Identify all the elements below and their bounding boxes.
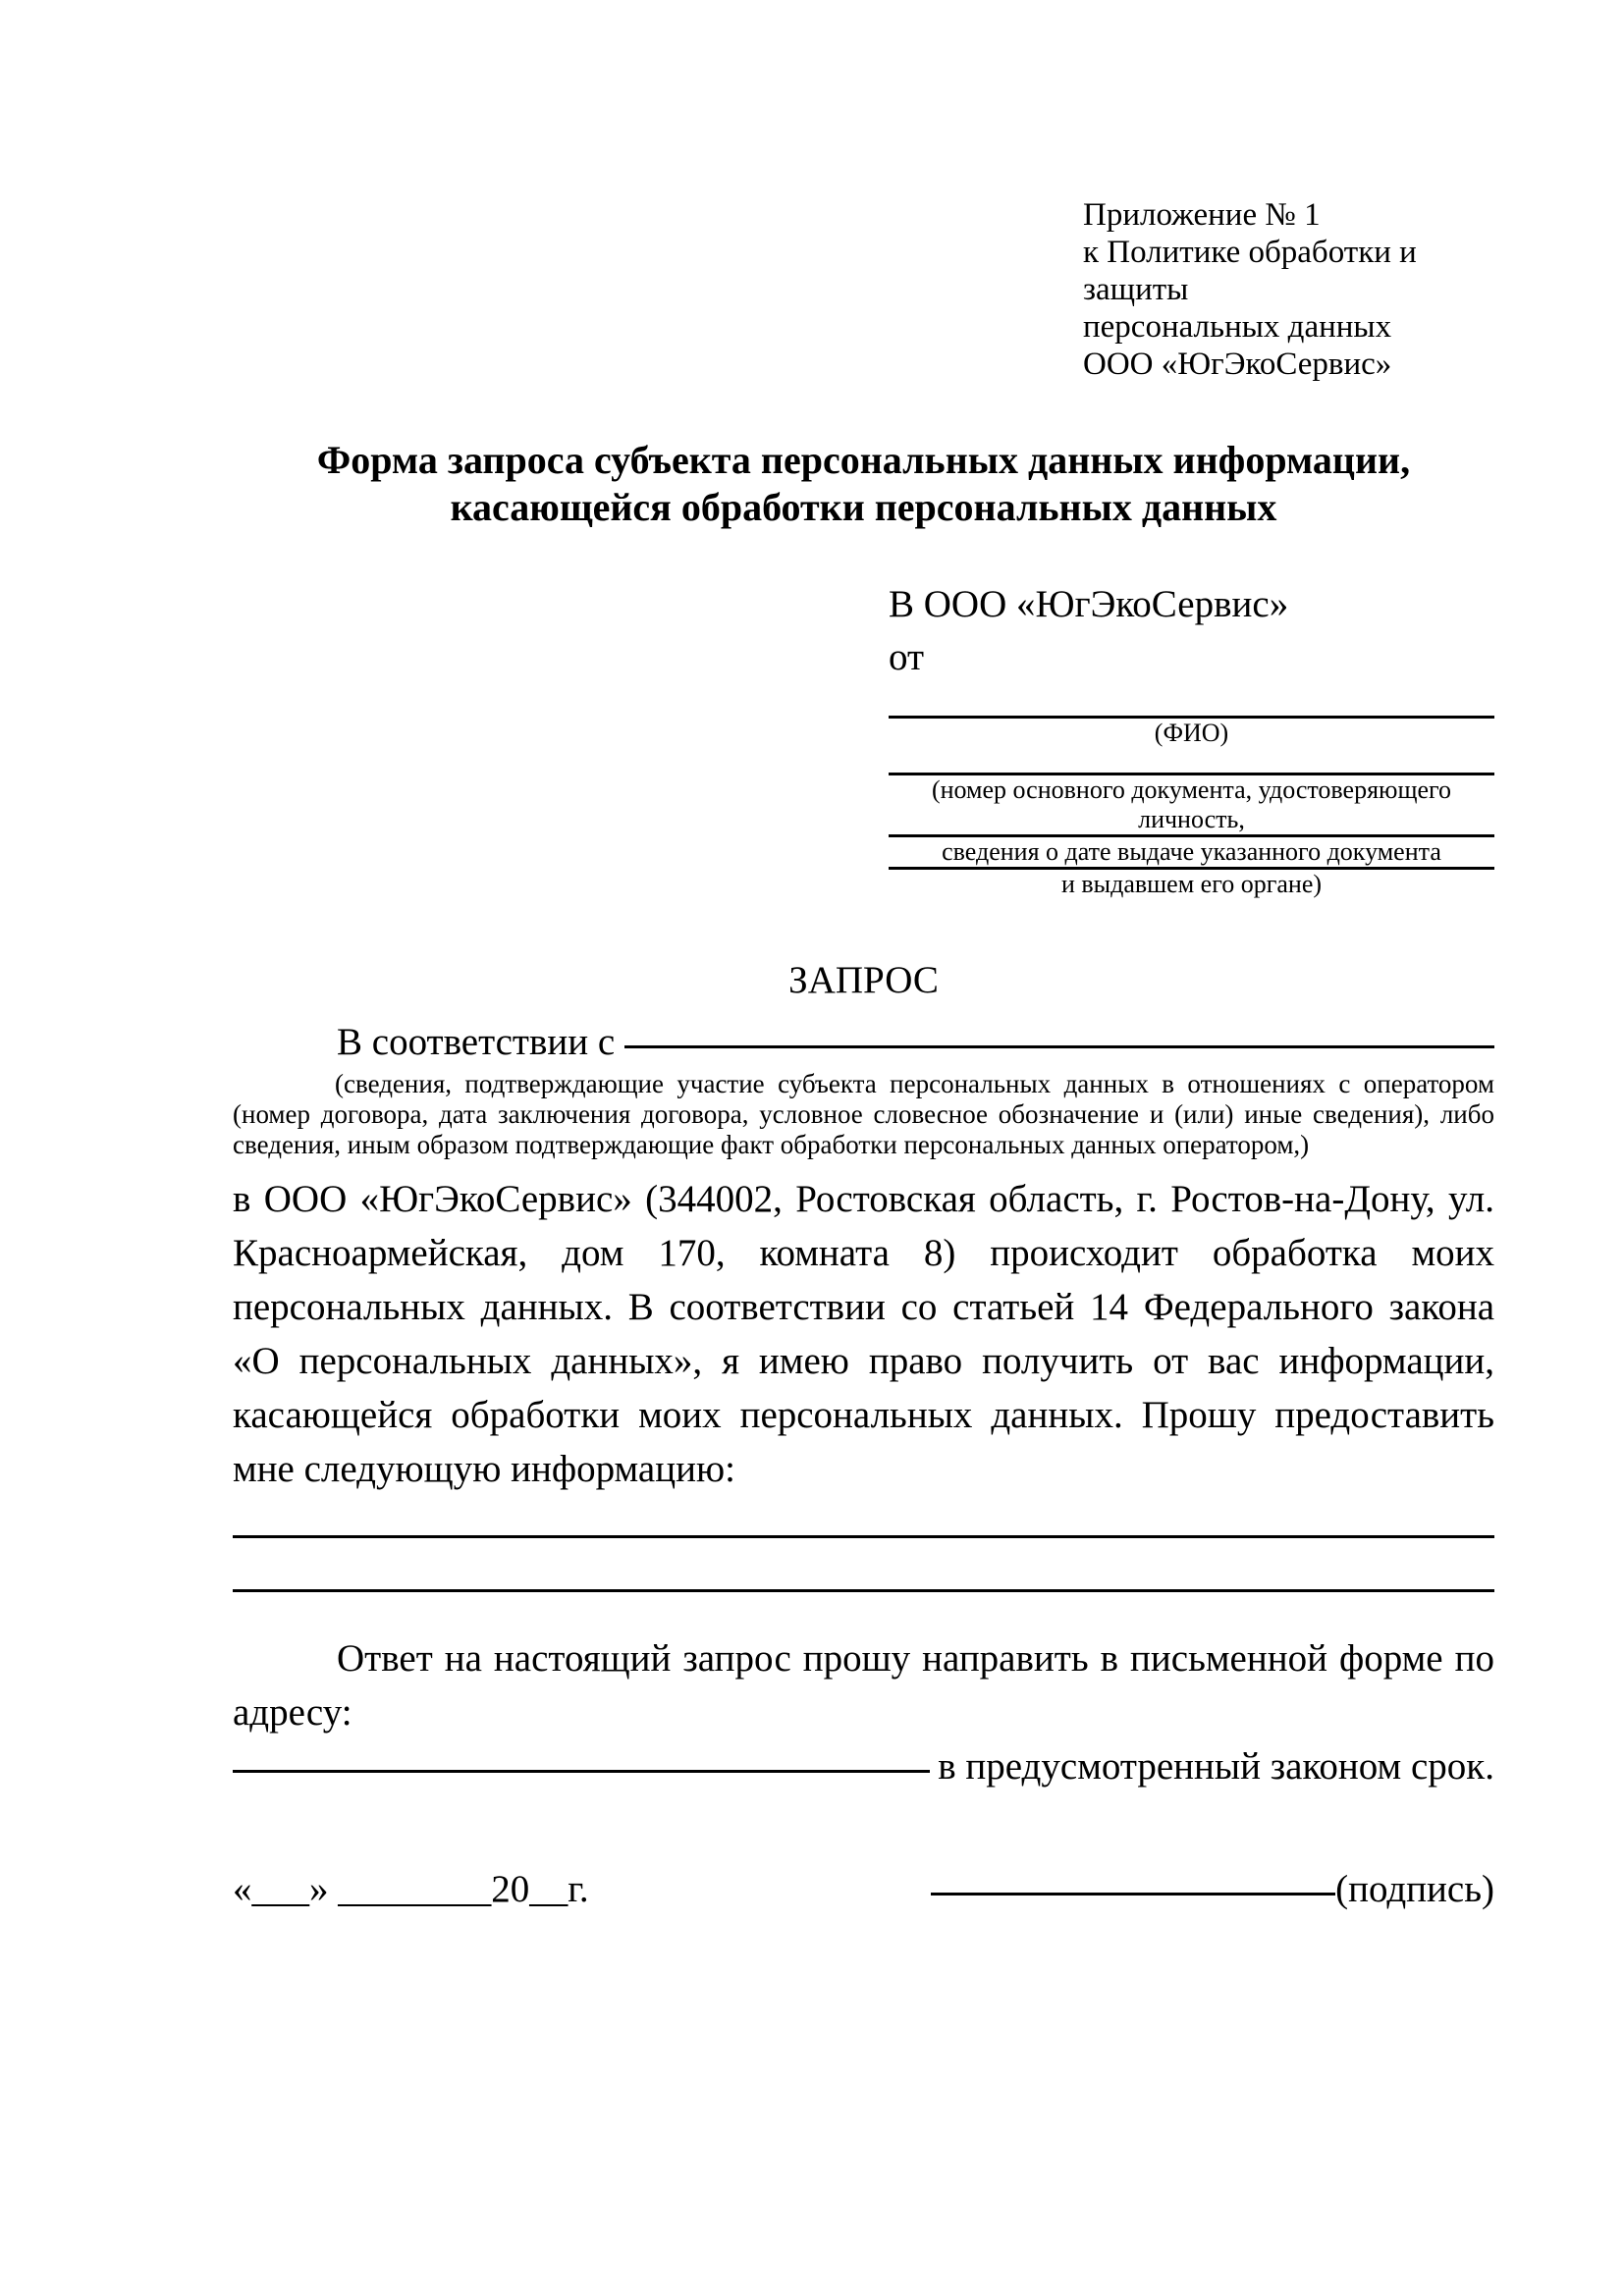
date-line: «___» ________20__г.: [233, 1868, 589, 1910]
accordance-write-line: [624, 1045, 1494, 1048]
accordance-note: (сведения, подтверждающие участие субъекта персональных данных в отношениях с оператором (номер договора, дата заключения договора, условное словесное обозначение и (или) иные сведения), либо сведения, иным образом подтверждающие факт обработки персональных данных оператором,): [233, 1069, 1494, 1159]
request-heading: ЗАПРОС: [788, 959, 939, 1001]
accordance-row: [233, 1015, 1494, 1069]
issuing-authority-field: [889, 867, 1494, 899]
fio-caption: (ФИО): [1154, 719, 1229, 747]
document-title: [233, 437, 1494, 531]
appendix-line: к Политике обработки и защиты: [1083, 235, 1417, 307]
document-number-field: [889, 748, 1494, 834]
blank-write-line-1: [233, 1496, 1494, 1538]
signature-write-line: [931, 1893, 1335, 1896]
appendix-block: [1083, 196, 1494, 383]
date-signature-row: [233, 1862, 1494, 1916]
recipient-to: В ООО «ЮгЭкоСервис»: [889, 583, 1289, 625]
reply-paragraph: Ответ на настоящий запрос прошу направить в письменной форме по адресу:: [233, 1637, 1494, 1734]
document-number-caption: (номер основного документа, удостоверяющего личность,: [931, 775, 1452, 833]
fio-write-line: [889, 679, 1494, 719]
page-content: [233, 0, 1494, 1916]
address-write-line: [233, 1770, 930, 1773]
document-title-line: касающейся обработки персональных данных: [450, 485, 1277, 529]
issue-date-caption: сведения о дате выдаче указанного документа: [942, 837, 1441, 866]
signature-caption: (подпись): [1335, 1868, 1494, 1910]
document-title-line: Форма запроса субъекта персональных данных информации,: [316, 438, 1411, 482]
reply-suffix: в предусмотренный законом срок.: [938, 1745, 1494, 1788]
appendix-line: ООО «ЮгЭкоСервис»: [1083, 347, 1392, 382]
signature-block: [931, 1862, 1494, 1916]
blank-write-line-2: [233, 1538, 1494, 1592]
fio-field: [889, 679, 1494, 748]
document-number-write-line: [889, 748, 1494, 775]
body-paragraph: в ООО «ЮгЭкоСервис» (344002, Ростовская область, г. Ростов-на-Дону, ул. Красноармейская, дом 170, комната 8) происходит обработка моих персональных данных. В соответствии со статьей 14 Федерального закона «О персональных данных», я имею право получить от вас информации, касающейся обработки моих персональных данных. Прошу предоставить мне следующую информацию:: [233, 1178, 1494, 1490]
issue-date-field: [889, 834, 1494, 867]
appendix-line: персональных данных: [1083, 309, 1392, 345]
appendix-line: Приложение № 1: [1083, 197, 1321, 233]
issuing-authority-caption: и выдавшем его органе): [1060, 870, 1323, 898]
recipient-block: [889, 582, 1494, 899]
address-row: [233, 1739, 1494, 1793]
recipient-from-label: от: [889, 636, 925, 678]
accordance-label: В соответствии с: [337, 1021, 616, 1063]
